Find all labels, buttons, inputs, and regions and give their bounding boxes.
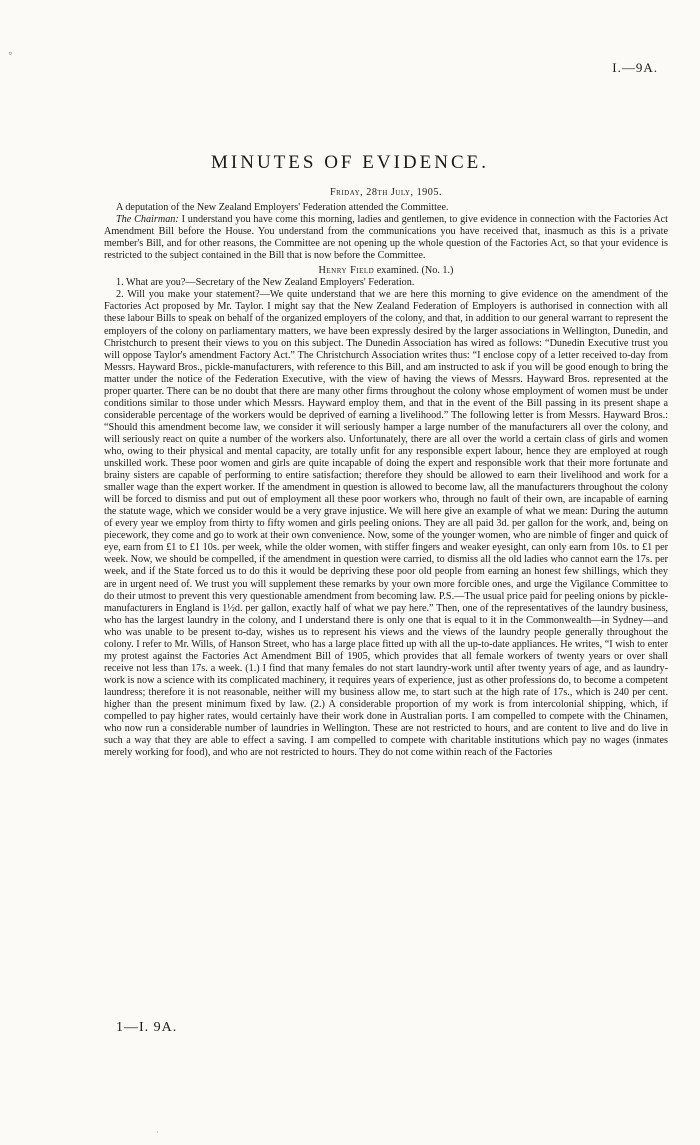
scan-speck-bottom: · <box>156 1128 159 1137</box>
chairman-remarks <box>104 214 668 262</box>
scan-speck: ⸰ <box>8 49 13 58</box>
witness-name: Henry Field <box>318 265 375 277</box>
chairman-text: I understand you have come this morning, ladies and gentlemen, to give evidence in connection with the Factories Act Amendment Bill before the House. You understand from the communications you have received that, inasmuch as this is a private member's Bill, and for other reasons, the Committee are not opening up the whole question of the Factories Act, so that your evidence is restricted to the subject contained in the Bill that is now before the Committee. <box>104 214 669 262</box>
witness-suffix: examined. (No. 1.) <box>374 265 454 277</box>
page-reference: I.—9A. <box>612 60 658 75</box>
sitting-date: Friday, 28th July, 1905. <box>329 187 442 198</box>
question-2: 2. Will you make your statement?—We quite understand that we are here this morning to give evidence on the amendment of the Factories Act proposed by Mr. Taylor. I might say that the New Zealand Federation of Employers is authorised in connection with all these labour Bills to speak on behalf of the organized employers of the colony, and that, in addition to our general warrant to represent the employers of the colony on parliamentary matters, we have been expressly desired by the larger associations in Wellington, Dunedin, and Christchurch to present their views to you on this subject. The Dunedin Association has wired as follows: “Dunedin Executive trust you will oppose Taylor's amendment Factory Act.” The Christchurch Association writes thus: “I enclose copy of a letter received to-day from Messrs. Hayward Bros., pickle-manufacturers, with reference to this Bill, and am instructed to ask if you will be good enough to bring the matter under the notice of the Federation Executive, with the view of having the views of Messrs. Hayward Bros. represented at the proper quarter. There can be no doubt that there are many other firms throughout the colony whose employment of women must be under conditions similar to those under which Messrs. Hayward employ them, and that in the event of the Bill passing in its present shape a considerable percentage of the workers would be deprived of earning a livelihood.” The following letter is from Messrs. Hayward Bros.: “Should this amendment become law, we consider it will seriously hamper a large number of the manufacturers all over the colony, and will seriously react on quite a number of the workers also. Unfortunately, there are all over the world a certain class of girls and women who, owing to their physical and mental capacity, are totally unfit for any responsible expert labour, hence they are employed at rough unskilled work. These poor women and girls are quite incapable of doing the expert and responsible work that their more fortunate and brainy sisters are capable of performing to entire satisfaction; therefore they should be allowed to earn their livelihood and work for a smaller wage than the expert worker. If the amendment in question is allowed to become law, all the manufacturers throughout the colony will be forced to dismiss and put out of employment all these poor workers who, through no fault of their own, are incapable of earning the statute wage, which we consider would be a very grave injustice. We will here give an example of what we mean: During the autumn of every year we employ from thirty to fifty women and girls peeling onions. They are all paid 3d. per gallon for the work, and, being on piecework, they come and go to work at their own convenience. Now, some of the younger women, who are nimble of finger and quick of eye, earn from £1 to £1 10s. per week, while the older women, with stiffer fingers and weaker eyesight, can only earn from 10s. to £1 per week. Now, we should be compelled, if the amendment in question were carried, to dismiss all the old ladies who cannot earn the 17s. per week, and if the State forced us to do this it would be depriving these poor old people from earning an honest few shillings, which they are in urgent need of. We trust you will supplement these remarks by your own more forcible ones, and urge the Vigilance Committee to do their utmost to prevent this very questionable amendment from becoming law. P.S.—The usual price paid for peeling onions by pickle-manufacturers in England is 1½d. per gallon, exactly half of what we pay here.” Then, one of the representatives of the laundry business, who has the largest laundry in the colony, and I understand there is only one that is equal to it in the Commonwealth—in Sydney—and who was unable to be present to-day, wishes us to represent his views and the views of the laundry people generally throughout the colony. I refer to Mr. Wills, of Hanson Street, who has a large place fitted up with all the up-to-date appliances. He writes, “I wish to enter my protest against the Factories Act Amendment Bill of 1905, which provides that all female workers of twenty years or over shall receive not less than 17s. a week. (1.) I find that many females do not start laundry-work until after twenty years of age, and as laundry-work is now a science with its complicated machinery, it requires years of experience, just as other professions do, to become a competent laundress; therefore it is not reasonable, neither will my business allow me, to start such at the high rate of 17s., which is 240 per cent. higher than the present minimum fixed by law. (2.) A considerable proportion of my work is from intercolonial shipping, which, if compelled to pay higher rates, would certainly have their work done in Australian ports. I am compelled to compete with the Chinamen, who now run a considerable number of laundries in Wellington. These are not restricted to hours, and are content to live and do live in such a way that they are able to effect a saving. I am compelled to compete with charitable institutions which pay no wages (inmates merely working for food), and who are not restricted to hours. They do not come within reach of the Factories <box>104 289 668 759</box>
footer-reference: 1—I. 9A. <box>116 1020 178 1035</box>
witness-heading <box>104 265 668 277</box>
question-1: 1. What are you?—Secretary of the New Zealand Employers' Federation. <box>116 277 415 289</box>
document-body <box>104 187 668 759</box>
chairman-label: The Chairman: <box>116 214 179 226</box>
page-title: MINUTES OF EVIDENCE. <box>211 152 489 173</box>
deputation-note: A deputation of the New Zealand Employers' Federation attended the Committee. <box>116 202 449 214</box>
